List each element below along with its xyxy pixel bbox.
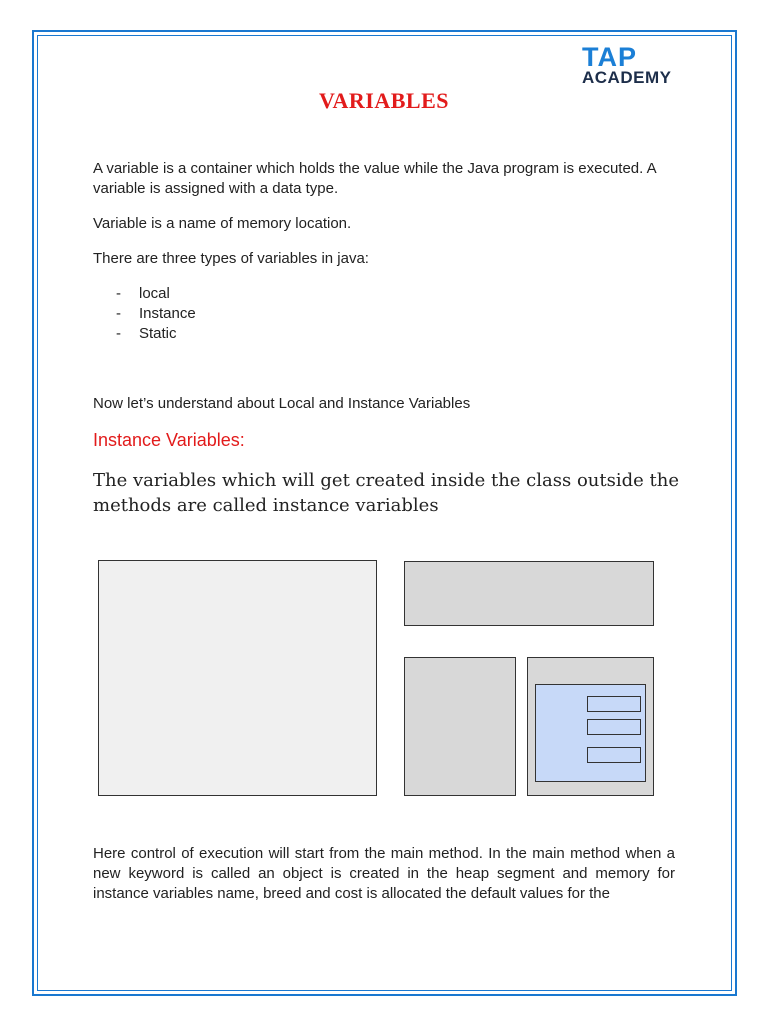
instance-field-box [587, 747, 641, 763]
list-item-label: local [139, 285, 170, 302]
list-marker: - [116, 305, 121, 322]
logo-line-1: TAP [582, 42, 637, 72]
variable-types-list [93, 284, 196, 344]
list-item-label: Static [139, 325, 177, 342]
list-marker: - [116, 285, 121, 302]
intro-paragraph-1: A variable is a container which holds the value while the Java program is executed. A variable is assigned with a data type. [93, 160, 656, 197]
closing-paragraph: Here control of execution will start from the main method. In the main method when a new keyword is called an object is created in the heap segment and memory for instance variables name, breed and cost is allocated the default values for the [93, 845, 675, 902]
list-item [93, 324, 196, 344]
instance-field-box [587, 696, 641, 712]
method-area-box [404, 561, 654, 626]
tap-academy-logo [582, 42, 692, 88]
list-item-label: Instance [139, 305, 196, 322]
section-heading: Instance Variables: [93, 430, 245, 450]
list-marker: - [116, 325, 121, 342]
stack-segment-box [98, 560, 377, 796]
static-segment-box [404, 657, 516, 796]
list-item [93, 284, 196, 304]
transition-paragraph: Now let’s understand about Local and Instance Variables [93, 395, 471, 412]
logo-line-2: ACADEMY [582, 68, 672, 87]
definition-text: The variables which will get created inside the class outside the methods are called instance variables [93, 470, 679, 516]
instance-field-box [587, 719, 641, 735]
intro-paragraph-3: There are three types of variables in java: [93, 250, 369, 267]
list-item [93, 304, 196, 324]
intro-paragraph-2: Variable is a name of memory location. [93, 215, 352, 232]
page-title: VARIABLES [318, 88, 450, 113]
